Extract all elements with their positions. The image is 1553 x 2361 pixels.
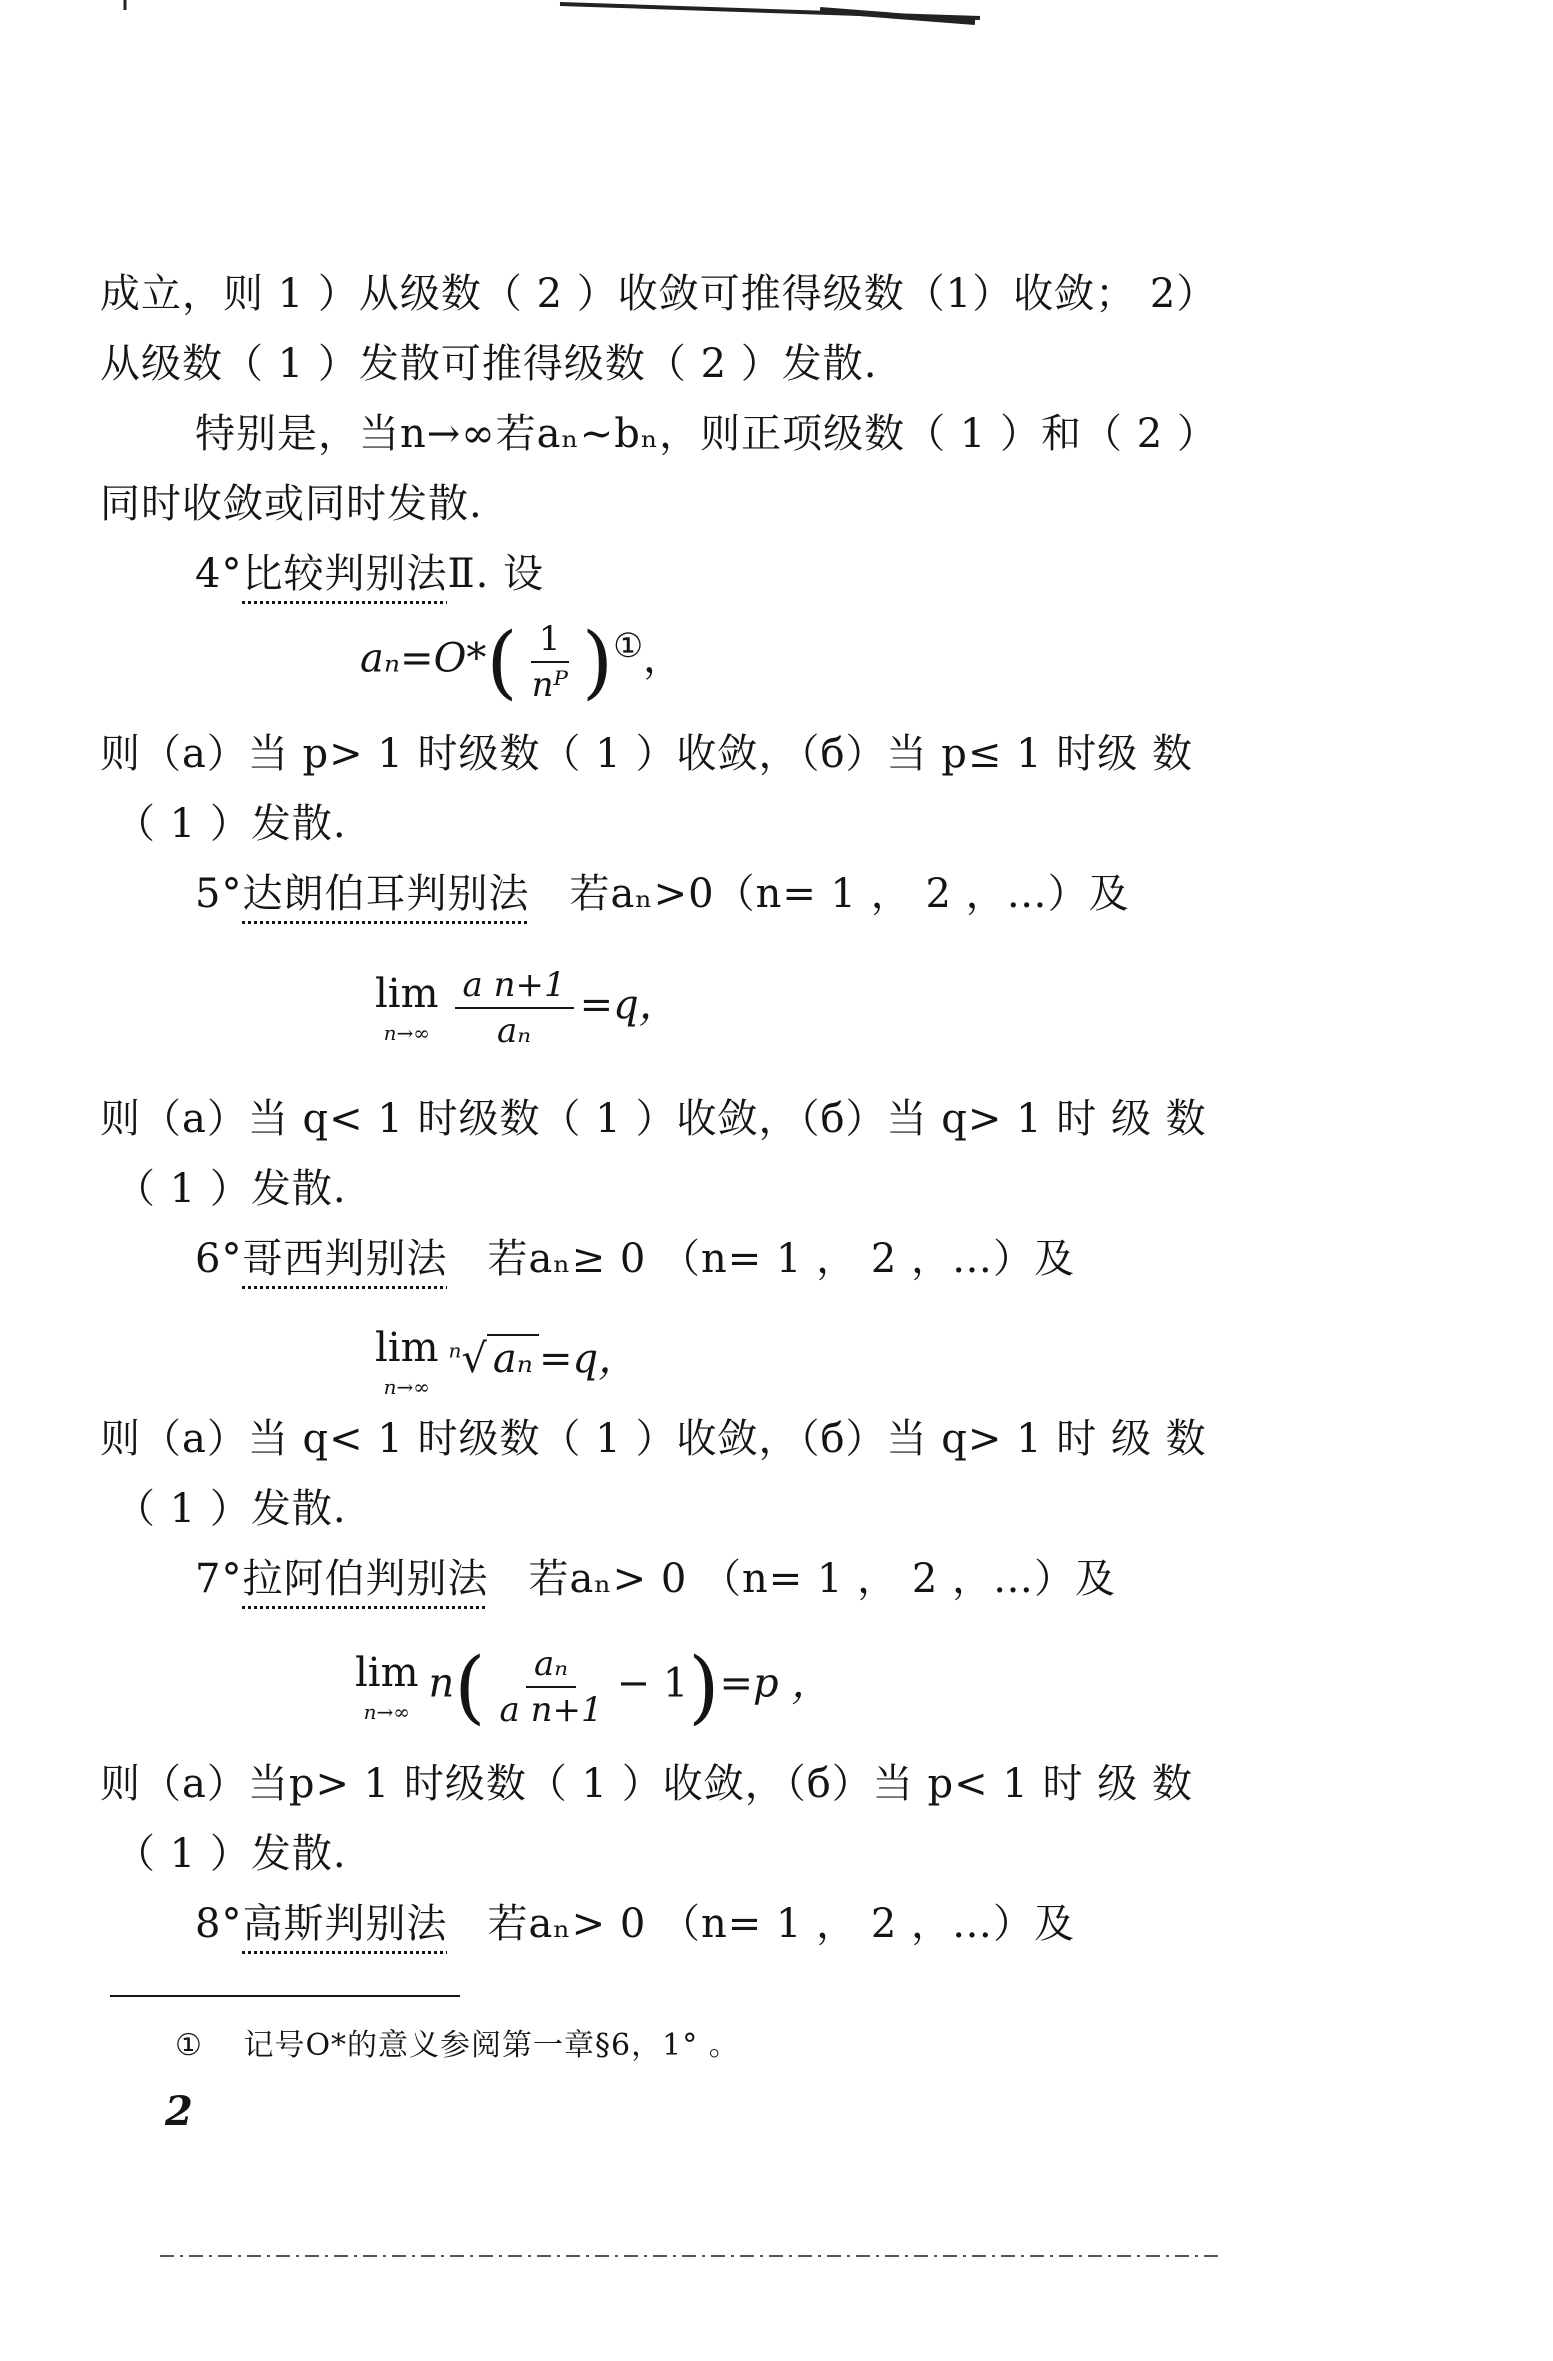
item-6-heading [195,1235,1075,1283]
conclusion-5a: 则（a）当 q< 1 时级数（ 1 ）收敛，（б）当 q> 1 时 级 数 [100,1096,1207,1142]
footnote-text: 记号O*的意义参阅第一章§6，1° 。 [243,2028,740,2063]
item-tail: 若aₙ>0（n= 1 ， 2 ，…）及 [569,871,1130,917]
item-title: 拉阿伯判别法 [242,1556,489,1602]
item-number: 4° [195,551,243,597]
item-number: 5° [195,871,243,917]
formula-big-o: aₙ=O*( $\frac{1}{\text{nᴾ}}$ )①， [360,615,684,708]
item-title: 达朗伯耳判别法 [242,871,530,917]
footnote [175,2020,740,2064]
item-number: 6° [195,1236,243,1282]
item-number: 7° [195,1556,243,1602]
item-title: 高斯判别法 [242,1901,448,1947]
item-5-heading [195,870,1130,918]
item-7-heading [195,1555,1116,1603]
conclusion-7a: 则（a）当p> 1 时级数（ 1 ）收敛，（б）当 p< 1 时 级 数 [100,1761,1193,1807]
item-tail: 若aₙ> 0 （n= 1 ， 2 ，…）及 [487,1901,1076,1947]
formula-raabe-test: lim n→∞ n( $\frac{\text{aₙ}}{\text{a n+1}}$ − 1)=p ， [355,1640,832,1733]
page-number: 2 [165,2088,193,2135]
item-tail: 若aₙ≥ 0 （n= 1 ， 2 ，…）及 [487,1236,1076,1282]
text-line-1: 成立，则 1 ）从级数（ 2 ）收敛可推得级数（1）收敛； 2） [100,271,1218,317]
footnote-mark: ① [175,2028,203,2063]
item-number: 8° [195,1901,243,1947]
text-line-3: 特别是，当n→∞若aₙ~bₙ，则正项级数（ 1 ）和（ 2 ） [195,411,1218,457]
conclusion-4b: （ 1 ）发散. [115,801,347,847]
item-8-heading [195,1900,1075,1948]
text-line-2: 从级数（ 1 ）发散可推得级数（ 2 ）发散. [100,341,878,387]
item-tail: 若aₙ> 0 （n= 1 ， 2 ，…）及 [528,1556,1117,1602]
formula-ratio-test: lim n→∞ $\frac{\text{a n+1}}{\text{aₙ}}$ =q， [375,965,679,1051]
fraction: $\frac{1}{\text{nᴾ}}$ [531,618,568,705]
text-line-4: 同时收敛或同时发散. [100,481,483,527]
conclusion-6a: 则（a）当 q< 1 时级数（ 1 ）收敛，（б）当 q> 1 时 级 数 [100,1416,1207,1462]
scan-bottom-edge-artifact [160,2250,1220,2262]
conclusion-6b: （ 1 ）发散. [115,1486,347,1532]
item-4-heading [195,550,544,598]
conclusion-4a: 则（a）当 p> 1 时级数（ 1 ）收敛，（б）当 p≤ 1 时级 数 [100,731,1193,777]
item-tail: Ⅱ. 设 [447,551,545,597]
formula-root-test: lim n→∞ $^n$√ aₙ =q， [375,1325,639,1399]
fraction: $\frac{\text{a n+1}}{\text{aₙ}}$ [455,965,574,1051]
footnote-divider [110,1995,460,1997]
footnote-ref: ① [613,626,644,666]
item-title: 比较判别法 [242,551,448,597]
fraction: $\frac{\text{aₙ}}{\text{a n+1}}$ [499,1643,603,1730]
item-title: 哥西判别法 [242,1236,448,1282]
nth-root: $^n$√ aₙ [449,1334,539,1382]
conclusion-7b: （ 1 ）发散. [115,1831,347,1877]
conclusion-5b: （ 1 ）发散. [115,1166,347,1212]
scan-top-edge-artifact [0,0,1553,40]
